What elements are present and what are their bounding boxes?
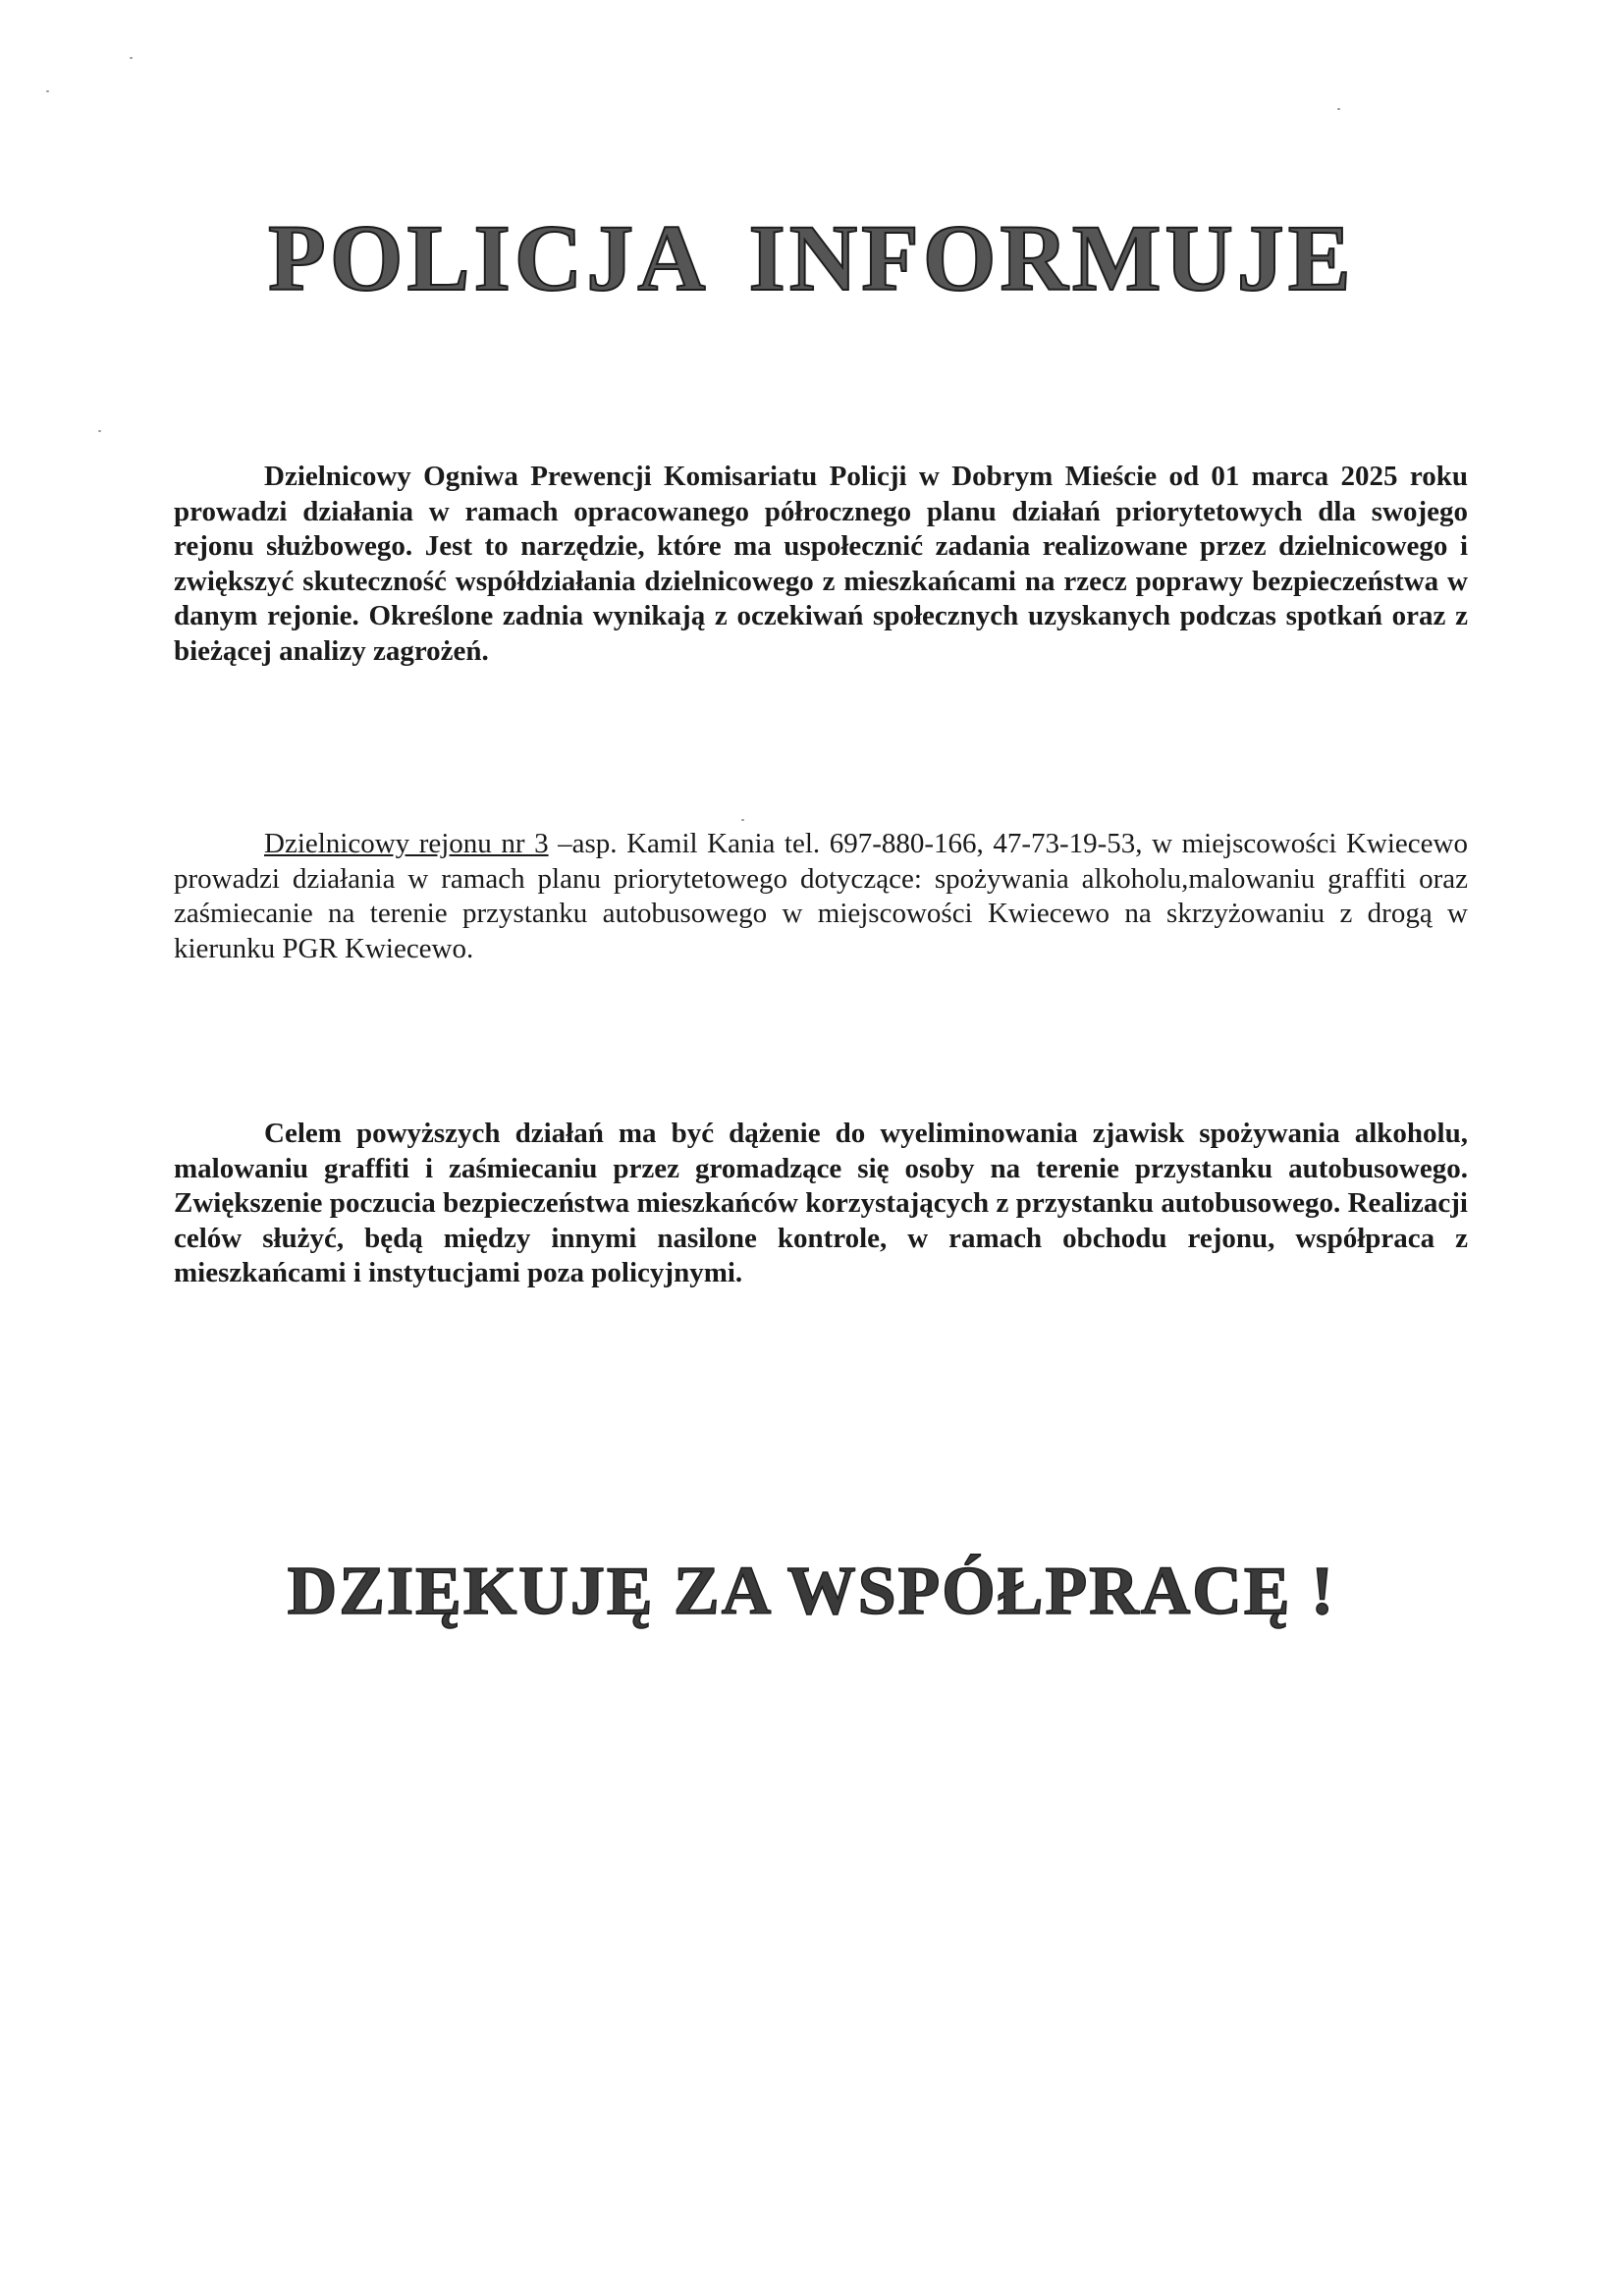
scan-speck [98,430,101,432]
scan-speck [130,57,133,59]
district-officer-details: –asp. Kamil Kania tel. 697-880-166, 47-73-19-53, w miejscowości Kwiecewo prowadzi działania w ramach planu priorytetowego dotyczące: spożywania alkoholu,malowaniu graffiti oraz zaśmiecanie na terenie przystanku autobusowego w miejscowości Kwiecewo na skrzyżowaniu z drogą w kierunku PGR Kwiecewo. [174,828,1468,964]
scan-speck [1337,108,1340,110]
scan-speck [741,819,744,821]
goals-paragraph: Celem powyższych działań ma być dążenie do wyeliminowania zjawisk spożywania alkoholu, malowaniu graffiti i zaśmiecaniu przez gromadzące się osoby na terenie przystanku autobusowego. Zwiększenie poczucia bezpieczeństwa mieszkańców korzystających z przystanku autobusowego. Realizacji celów służyć, będą między innymi nasilone kontrole, w ramach obchodu rejonu, współpraca z mieszkańcami i instytucjami poza policyjnymi. [174,1118,1468,1288]
district-officer-label: Dzielnicowy rejonu nr 3 [264,828,549,859]
title-word-informuje: INFORMUJE [748,205,1355,310]
scan-speck [46,90,49,92]
district-officer-paragraph [174,827,1468,966]
intro-paragraph: Dzielnicowy Ogniwa Prewencji Komisariatu Policji w Dobrym Mieście od 01 marca 2025 roku prowadzi działania w ramach opracowanego półrocznego planu działań priorytetowych dla swojego rejonu służbowego. Jest to narzędzie, które ma uspołecznić zadania realizowane przez dzielnicowego i zwiększyć skuteczność współdziałania dzielnicowego z mieszkańcami na rzecz poprawy bezpieczeństwa w danym rejonie. Określone zadnia wynikają z oczekiwań społecznych uzyskanych podczas spotkań oraz z bieżącej analizy zagrożeń. [174,461,1468,667]
closing-thanks: DZIĘKUJĘ ZA WSPÓŁPRACĘ ! [287,1554,1336,1629]
title-word-policja: POLICJA [268,205,710,310]
page-title [0,205,1623,310]
